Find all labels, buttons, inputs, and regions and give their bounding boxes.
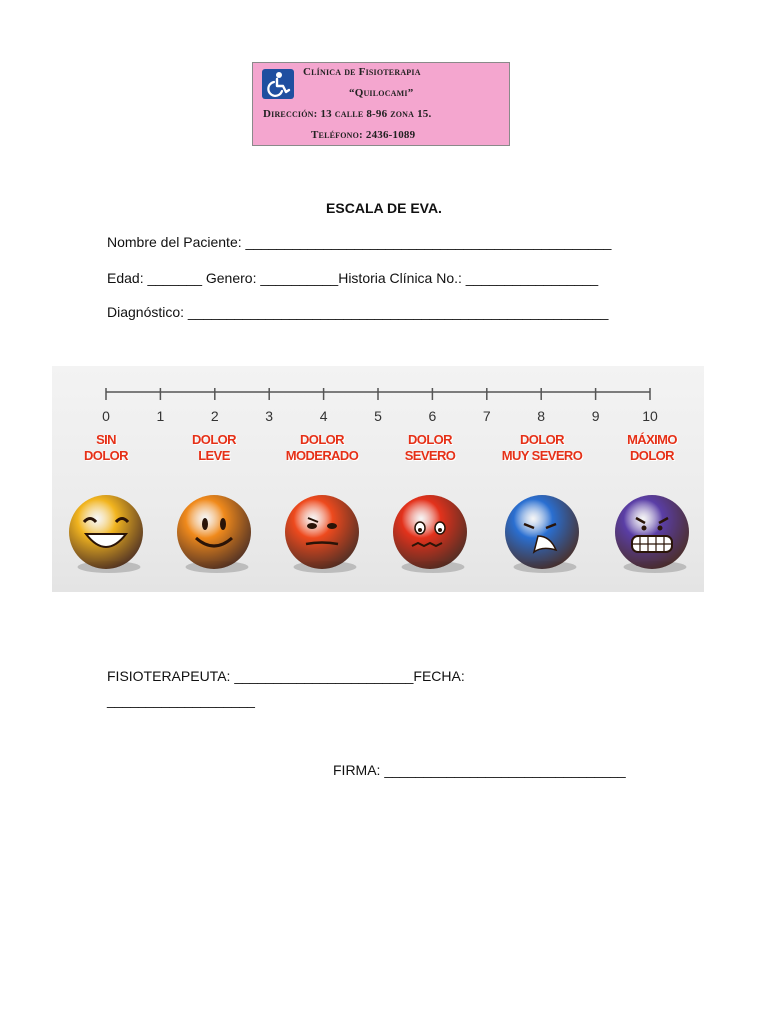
- face-eye: [220, 518, 226, 530]
- scale-number: 10: [642, 408, 658, 424]
- clinic-name: Clínica de Fisioterapia: [303, 66, 421, 78]
- scale-number: 7: [482, 408, 491, 424]
- therapist-date-field: FISIOTERAPEUTA: _______________________FECHA:: [107, 668, 465, 684]
- scale-number: 4: [319, 408, 328, 424]
- pain-scale-graphic: [52, 366, 704, 592]
- clinic-address: Dirección: 13 calle 8-96 zona 15.: [263, 108, 432, 120]
- diagnosis-field: Diagnóstico: ______________________________________________________: [107, 304, 609, 320]
- face-pupil: [418, 528, 422, 532]
- form-title: ESCALA DE EVA.: [326, 200, 442, 216]
- face-eye: [658, 526, 663, 531]
- scale-number: 1: [156, 408, 165, 424]
- scale-number: 2: [210, 408, 219, 424]
- pain-level-label: MÁXIMO DOLOR: [627, 432, 677, 463]
- clinic-phone: Teléfono: 2436-1089: [311, 129, 416, 141]
- face-agony-icon: [615, 495, 689, 569]
- face-eye: [642, 526, 647, 531]
- signature-field: FIRMA: _______________________________: [333, 762, 626, 778]
- face-eye: [307, 523, 317, 529]
- date-blank: ___________________: [107, 692, 255, 708]
- scale-number: 8: [537, 408, 546, 424]
- clinic-header: [252, 62, 510, 146]
- pain-level-label: SIN DOLOR: [84, 432, 128, 463]
- face-eye: [327, 523, 337, 529]
- face-grimace-icon: [505, 495, 579, 569]
- pain-scale: [52, 366, 704, 592]
- age-gender-record-field: Edad: _______ Genero: __________Historia Clínica No.: _________________: [107, 270, 599, 286]
- face-laughing-icon: [69, 495, 143, 569]
- face-smile-icon: [177, 495, 251, 569]
- face-neutral-icon: [285, 495, 359, 569]
- wheelchair-icon: [262, 69, 294, 99]
- pain-level-label: DOLOR LEVE: [192, 432, 236, 463]
- scale-number: 0: [102, 408, 110, 424]
- pain-level-label: DOLOR MODERADO: [285, 432, 359, 463]
- face-eye: [202, 518, 208, 530]
- pain-level-label: DOLOR SEVERO: [404, 432, 456, 463]
- scale-number: 9: [591, 408, 600, 424]
- scale-number: 3: [265, 408, 274, 424]
- clinic-subname: “Quilocami”: [349, 87, 414, 99]
- scale-number: 6: [428, 408, 437, 424]
- patient-name-field: Nombre del Paciente: _______________________________________________: [107, 234, 612, 250]
- pain-level-label: DOLOR MUY SEVERO: [501, 432, 583, 463]
- face-pupil: [438, 528, 442, 532]
- face-worried-icon: [393, 495, 467, 569]
- scale-number: 5: [374, 408, 382, 424]
